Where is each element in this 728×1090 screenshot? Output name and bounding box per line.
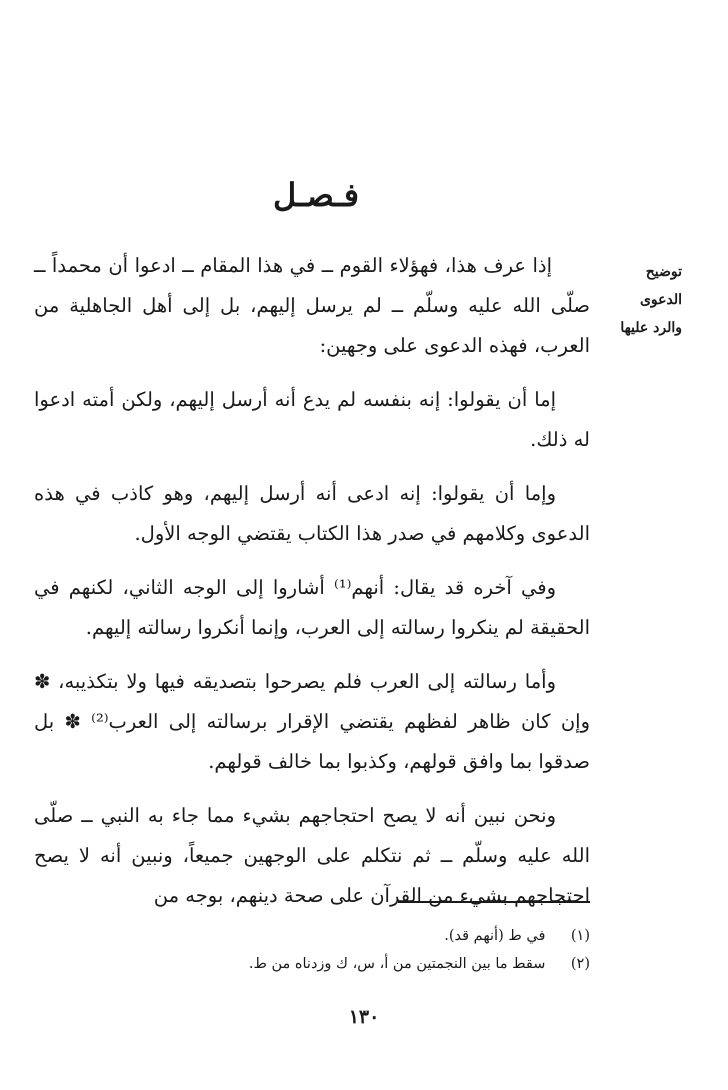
- page-number: ١٣٠: [348, 1006, 380, 1028]
- paragraph: إذا عرف هذا، فهؤلاء القوم ــ في هذا المقام ــ ادعوا أن محمداً ــ صلّى الله عليه وسلّم ــ لم يرسل إليهم، بل إلى أهل الجاهلية من العرب، فهذه الدعوى على وجهين:: [34, 254, 590, 357]
- footnote-number: (١): [570, 928, 590, 944]
- footnote-text: في ط (أنهم قد).: [444, 928, 546, 944]
- margin-note-line: والرد عليها: [620, 320, 682, 336]
- footnote: [34, 922, 590, 950]
- paragraph: إما أن يقولوا: إنه بنفسه لم يدع أنه أرسل إليهم، ولكن أمته ادعوا له ذلك.: [34, 388, 590, 451]
- footnote: [34, 950, 590, 978]
- paragraph: وإما أن يقولوا: إنه ادعى أنه أرسل إليهم، وهو كاذب في هذه الدعوى وكلامهم في صدر هذا الكتاب يقتضي الوجه الأول.: [34, 482, 590, 545]
- paragraph: وفي آخره قد يقال: أنهم⁽¹⁾ أشاروا إلى الوجه الثاني، لكنهم في الحقيقة لم ينكروا رسالته إلى العرب، وإنما أنكروا رسالته إليهم.: [34, 576, 590, 639]
- paragraph: وأما رسالته إلى العرب فلم يصرحوا بتصديقه فيها ولا بتكذيبه، ✽ وإن كان ظاهر لفظهم يقتضي الإقرار برسالته إلى العرب⁽²⁾ ✽ بل صدقوا بما وافق قولهم، وكذبوا بما خالف قولهم.: [34, 670, 590, 773]
- margin-note-line: توضيح الدعوى: [639, 264, 682, 308]
- main-text: [34, 246, 590, 930]
- footnote-number: (٢): [570, 956, 590, 972]
- footnote-divider: [398, 901, 590, 903]
- chapter-title: فـصـل: [272, 176, 360, 214]
- footnotes: [34, 922, 590, 978]
- footnote-text: سقط ما بين النجمتين من أ، س، ك وزدناه من ط.: [248, 956, 546, 972]
- margin-note: [600, 258, 682, 342]
- paragraph: ونحن نبين أنه لا يصح احتجاجهم بشيء مما جاء به النبي ــ صلّى الله عليه وسلّم ــ ثم نتكلم على الوجهين جميعاً، ونبين أنه لا يصح احتجاجهم بشيء من القرآن على صحة دينهم، بوجه من: [34, 804, 590, 907]
